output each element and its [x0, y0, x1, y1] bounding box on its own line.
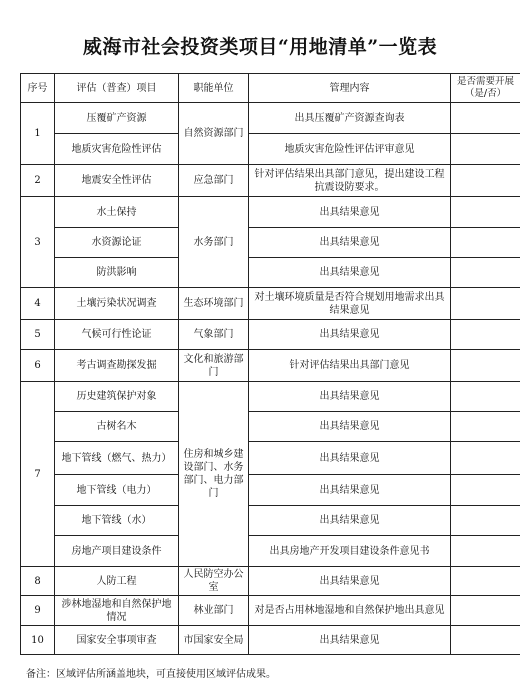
row-content: 出具结果意见	[249, 228, 451, 258]
row-item: 地震安全性评估	[55, 165, 179, 197]
header-content: 管理内容	[249, 74, 451, 103]
row-item: 土壤污染状况调查	[55, 288, 179, 320]
page-title: 威海市社会投资类项目“用地清单”一览表	[82, 36, 438, 58]
row-needed-cell[interactable]	[451, 103, 520, 134]
row-dept: 气象部门	[179, 320, 249, 350]
row-dept: 自然资源部门	[179, 103, 249, 165]
row-item: 水土保持	[55, 197, 179, 228]
row-item: 地质灾害危险性评估	[55, 134, 179, 165]
row-no: 1	[21, 103, 55, 165]
row-item: 防洪影响	[55, 258, 179, 288]
row-item: 人防工程	[55, 567, 179, 596]
table-row	[21, 536, 520, 567]
row-needed-cell[interactable]	[451, 596, 520, 626]
table-row	[21, 567, 520, 596]
row-dept: 人民防空办公室	[179, 567, 249, 596]
row-item: 涉林地湿地和自然保护地情况	[55, 596, 179, 626]
row-content: 出具结果意见	[249, 258, 451, 288]
row-content: 出具结果意见	[249, 506, 451, 536]
row-content: 出具结果意见	[249, 475, 451, 506]
table-row	[21, 134, 520, 165]
row-no: 3	[21, 197, 55, 288]
table-row	[21, 506, 520, 536]
table-row	[21, 350, 520, 382]
row-needed-cell[interactable]	[451, 506, 520, 536]
row-needed-cell[interactable]	[451, 288, 520, 320]
row-no: 6	[21, 350, 55, 382]
row-item: 压覆矿产资源	[55, 103, 179, 134]
header-dept: 职能单位	[179, 74, 249, 103]
row-content: 出具结果意见	[249, 626, 451, 655]
row-dept: 水务部门	[179, 197, 249, 288]
row-item: 水资源论证	[55, 228, 179, 258]
row-dept: 应急部门	[179, 165, 249, 197]
row-item: 古树名木	[55, 412, 179, 442]
table-row	[21, 197, 520, 228]
row-needed-cell[interactable]	[451, 567, 520, 596]
row-no: 7	[21, 382, 55, 567]
row-item: 国家安全事项审查	[55, 626, 179, 655]
row-item: 地下管线（水）	[55, 506, 179, 536]
row-needed-cell[interactable]	[451, 228, 520, 258]
row-dept: 文化和旅游部门	[179, 350, 249, 382]
row-no: 2	[21, 165, 55, 197]
row-item: 气候可行性论证	[55, 320, 179, 350]
row-item: 地下管线（燃气、热力）	[55, 442, 179, 475]
row-item: 房地产项目建设条件	[55, 536, 179, 567]
table-row	[21, 165, 520, 197]
header-no: 序号	[21, 74, 55, 103]
table-row	[21, 442, 520, 475]
row-content: 出具结果意见	[249, 382, 451, 412]
table-row	[21, 320, 520, 350]
row-no: 4	[21, 288, 55, 320]
row-content: 针对评估结果出具部门意见，提出建设工程抗震设防要求。	[249, 165, 451, 197]
row-needed-cell[interactable]	[451, 320, 520, 350]
table-row	[21, 475, 520, 506]
row-no: 10	[21, 626, 55, 655]
row-item: 考古调查勘探发掘	[55, 350, 179, 382]
row-needed-cell[interactable]	[451, 350, 520, 382]
row-content: 出具压覆矿产资源查询表	[249, 103, 451, 134]
table-row	[21, 228, 520, 258]
row-content: 出具房地产开发项目建设条件意见书	[249, 536, 451, 567]
row-needed-cell[interactable]	[451, 382, 520, 412]
table-row	[21, 412, 520, 442]
header-item: 评估（普查）项目	[55, 74, 179, 103]
row-content: 地质灾害危险性评估评审意见	[249, 134, 451, 165]
row-no: 5	[21, 320, 55, 350]
footnote: 备注：区域评估所涵盖地块，可直接使用区域评估成果。	[26, 669, 276, 680]
row-no: 8	[21, 567, 55, 596]
row-content: 出具结果意见	[249, 197, 451, 228]
row-needed-cell[interactable]	[451, 412, 520, 442]
row-needed-cell[interactable]	[451, 134, 520, 165]
table-row	[21, 258, 520, 288]
row-item: 历史建筑保护对象	[55, 382, 179, 412]
row-content: 针对评估结果出具部门意见	[249, 350, 451, 382]
row-needed-cell[interactable]	[451, 475, 520, 506]
table-row	[21, 596, 520, 626]
row-content: 出具结果意见	[249, 567, 451, 596]
row-content: 出具结果意见	[249, 320, 451, 350]
row-item: 地下管线（电力）	[55, 475, 179, 506]
row-needed-cell[interactable]	[451, 258, 520, 288]
row-needed-cell[interactable]	[451, 626, 520, 655]
row-dept: 生态环境部门	[179, 288, 249, 320]
row-dept: 市国家安全局	[179, 626, 249, 655]
row-needed-cell[interactable]	[451, 197, 520, 228]
table-row	[21, 103, 520, 134]
table-row	[21, 288, 520, 320]
row-dept: 林业部门	[179, 596, 249, 626]
land-use-list-table	[20, 73, 520, 655]
row-content: 出具结果意见	[249, 442, 451, 475]
row-no: 9	[21, 596, 55, 626]
row-content: 对土壤环境质量是否符合规划用地需求出具结果意见	[249, 288, 451, 320]
header-needed: 是否需要开展（是/否）	[451, 74, 520, 103]
table-row	[21, 626, 520, 655]
row-content: 对是否占用林地湿地和自然保护地出具意见	[249, 596, 451, 626]
row-content: 出具结果意见	[249, 412, 451, 442]
row-needed-cell[interactable]	[451, 536, 520, 567]
row-needed-cell[interactable]	[451, 165, 520, 197]
row-dept: 住房和城乡建设部门、水务部门、电力部门	[179, 382, 249, 567]
table-row	[21, 382, 520, 412]
table-header-row	[21, 74, 520, 103]
row-needed-cell[interactable]	[451, 442, 520, 475]
